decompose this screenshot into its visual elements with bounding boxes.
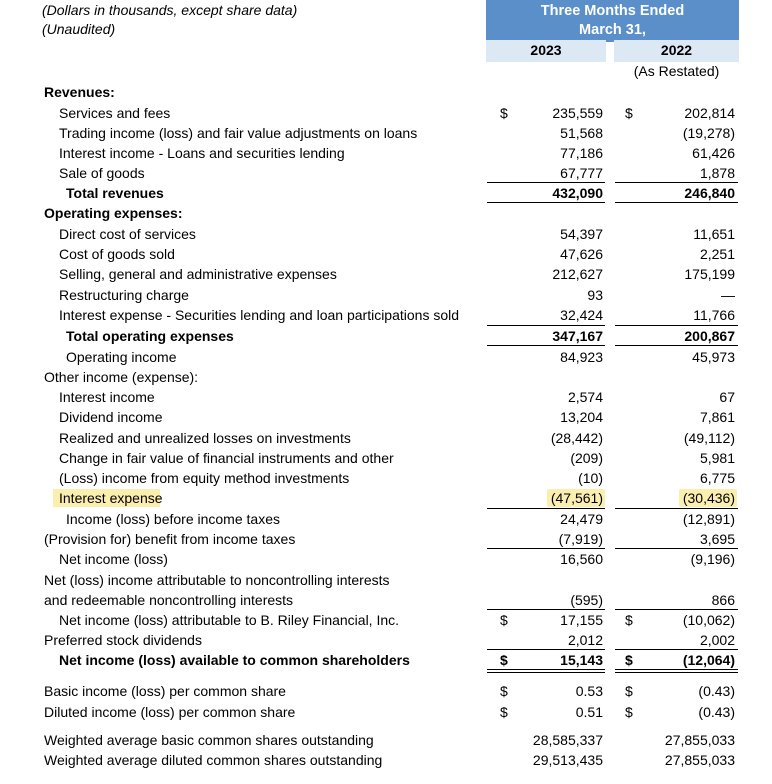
table-row (0, 123, 772, 143)
table-row (0, 702, 772, 722)
row-label: Weighted average diluted common shares outstanding (44, 752, 383, 768)
value-2023: (595) (570, 592, 603, 608)
table-row (0, 103, 772, 123)
row-label: Restructuring charge (59, 287, 189, 303)
table-row (0, 326, 772, 346)
value-2023: (209) (570, 450, 603, 466)
value-2022: 2,251 (699, 246, 735, 262)
section-heading-other: Other income (expense): (44, 369, 199, 385)
column-header-2022: 2022 (660, 42, 693, 58)
row-label: Interest expense - Securities lending and loan participations sold (59, 307, 460, 323)
column-header-2023: 2023 (530, 42, 562, 58)
row-label: Cost of goods sold (59, 246, 175, 262)
value-2023: (10) (578, 470, 603, 486)
table-row (0, 448, 772, 468)
value-2022: 27,855,033 (664, 732, 735, 748)
units-note: (Dollars in thousands, except share data) (42, 2, 298, 18)
table-row (0, 163, 772, 183)
value-2022: 11,651 (693, 226, 735, 242)
row-label: Net (loss) income attributable to noncontrolling interests (44, 572, 390, 588)
double-underline (615, 669, 738, 673)
dollar-sign: $ (625, 704, 633, 720)
value-2022: 6,775 (699, 470, 735, 486)
row-label: Services and fees (59, 105, 171, 121)
value-2023: 0.51 (575, 704, 603, 720)
value-2022: (49,112) (683, 430, 735, 446)
value-2022: 67 (719, 389, 735, 405)
table-row (0, 570, 772, 590)
value-2022: (19,278) (682, 125, 735, 141)
value-2023: 24,479 (560, 511, 603, 527)
value-2023: 32,424 (560, 307, 603, 323)
row-label: (Loss) income from equity method investments (59, 470, 350, 486)
table-row (0, 264, 772, 284)
value-2023: (7,919) (558, 531, 603, 547)
row-label: Interest income - Loans and securities lending (59, 145, 345, 161)
value-2023: 84,923 (560, 349, 603, 365)
value-2023: (47,561) (550, 490, 603, 506)
row-label: Operating income (66, 349, 177, 365)
value-2022: 246,840 (684, 185, 735, 201)
period-line-1: Three Months Ended (540, 3, 685, 19)
table-row (0, 347, 772, 367)
row-label: Net income (loss) attributable to B. Riley Financial, Inc. (59, 612, 400, 628)
double-underline (487, 669, 605, 673)
dollar-sign: $ (625, 652, 633, 668)
value-2022: — (721, 287, 735, 303)
table-row (0, 630, 772, 650)
section-heading-opex: Operating expenses: (44, 205, 183, 221)
value-2023: 347,167 (552, 328, 603, 344)
value-2023: 2,012 (567, 632, 603, 648)
value-2023: 28,585,337 (532, 732, 603, 748)
dollar-sign: $ (625, 683, 633, 699)
value-2022: 866 (711, 592, 735, 608)
value-2022: (0.43) (698, 683, 735, 699)
dollar-sign: $ (500, 704, 508, 720)
row-label: Realized and unrealized losses on investments (59, 430, 351, 446)
row-label: Interest income (59, 389, 155, 405)
row-label: (Provision for) benefit from income taxes (44, 531, 296, 547)
value-2023: 432,090 (552, 185, 603, 201)
row-label: Net income (loss) available to common shareholders (59, 652, 410, 668)
table-row (0, 650, 772, 670)
value-2023: 16,560 (560, 551, 603, 567)
table-row (0, 224, 772, 244)
value-2023: 51,568 (560, 125, 603, 141)
period-header (486, 0, 739, 42)
value-2023: (28,442) (550, 430, 603, 446)
row-label: Income (loss) before income taxes (66, 511, 280, 527)
value-2023: 54,397 (560, 226, 603, 242)
row-label: and redeemable noncontrolling interests (44, 592, 294, 608)
dollar-sign: $ (500, 652, 508, 668)
row-label: Total revenues (66, 185, 164, 201)
table-row (0, 82, 772, 102)
dollar-sign: $ (500, 683, 508, 699)
underline (487, 345, 605, 346)
value-2023: 29,513,435 (532, 752, 603, 768)
row-label: Diluted income (loss) per common share (44, 704, 296, 720)
table-row (0, 730, 772, 750)
value-2022: 2,002 (699, 632, 735, 648)
row-label: Weighted average basic common shares outstanding (44, 732, 374, 748)
dollar-sign: $ (500, 105, 508, 121)
row-label: Total operating expenses (66, 328, 234, 344)
value-2023: 235,559 (552, 105, 603, 121)
table-row (0, 509, 772, 529)
row-label: Direct cost of services (59, 226, 196, 242)
dollar-sign: $ (625, 612, 633, 628)
underline (615, 345, 738, 346)
table-row (0, 285, 772, 305)
value-2022: 175,199 (684, 266, 735, 282)
unaudited-note: (Unaudited) (42, 21, 116, 37)
table-row (0, 367, 772, 387)
table-row (0, 610, 772, 630)
row-label: Preferred stock dividends (44, 632, 202, 648)
value-2022: 1,878 (699, 165, 735, 181)
table-row (0, 468, 772, 488)
table-row (0, 407, 772, 427)
table-row (0, 590, 772, 610)
table-row (0, 244, 772, 264)
value-2023: 2,574 (567, 389, 603, 405)
value-2022: 27,855,033 (664, 752, 735, 768)
value-2022: 5,981 (699, 450, 735, 466)
value-2023: 0.53 (575, 683, 603, 699)
value-2023: 77,186 (560, 145, 603, 161)
value-2022: 202,814 (684, 105, 735, 121)
row-label: Change in fair value of financial instruments and other (59, 450, 394, 466)
table-row (0, 549, 772, 569)
value-2022: 45,973 (692, 349, 735, 365)
section-heading-revenues: Revenues: (44, 84, 115, 100)
table-row (0, 529, 772, 549)
table-row (0, 143, 772, 163)
table-row (0, 305, 772, 325)
value-2022: 11,766 (693, 307, 735, 323)
value-2022: (0.43) (698, 704, 735, 720)
value-2023: 47,626 (560, 246, 603, 262)
table-row (0, 681, 772, 701)
value-2023: 212,627 (552, 266, 603, 282)
row-label: Basic income (loss) per common share (44, 683, 286, 699)
table-row (0, 203, 772, 223)
row-label: Trading income (loss) and fair value adjustments on loans (59, 125, 418, 141)
value-2023: 13,204 (560, 409, 603, 425)
value-2022: 200,867 (684, 328, 735, 344)
value-2022: (9,196) (690, 551, 735, 567)
column-subheader-2022: (As Restated) (633, 63, 720, 79)
row-label: Sale of goods (59, 165, 145, 181)
value-2022: (30,436) (682, 490, 735, 506)
row-label: Net income (loss) (59, 551, 168, 567)
table-row (0, 183, 772, 203)
row-label: Selling, general and administrative expenses (59, 266, 337, 282)
value-2022: (12,891) (682, 511, 735, 527)
value-2022: 61,426 (692, 145, 735, 161)
value-2023: 17,155 (560, 612, 603, 628)
table-row (0, 387, 772, 407)
value-2022: 3,695 (699, 531, 735, 547)
dollar-sign: $ (500, 612, 508, 628)
value-2022: (12,064) (682, 652, 735, 668)
value-2023: 93 (587, 287, 603, 303)
value-2022: 7,861 (699, 409, 735, 425)
value-2023: 67,777 (560, 165, 603, 181)
table-row (0, 428, 772, 448)
row-label: Dividend income (59, 409, 163, 425)
period-line-2: March 31, (579, 22, 646, 38)
table-row (0, 750, 772, 770)
dollar-sign: $ (625, 105, 633, 121)
value-2022: (10,062) (682, 612, 735, 628)
table-row (0, 488, 772, 508)
row-label: Interest expense (59, 490, 163, 506)
value-2023: 15,143 (560, 652, 603, 668)
